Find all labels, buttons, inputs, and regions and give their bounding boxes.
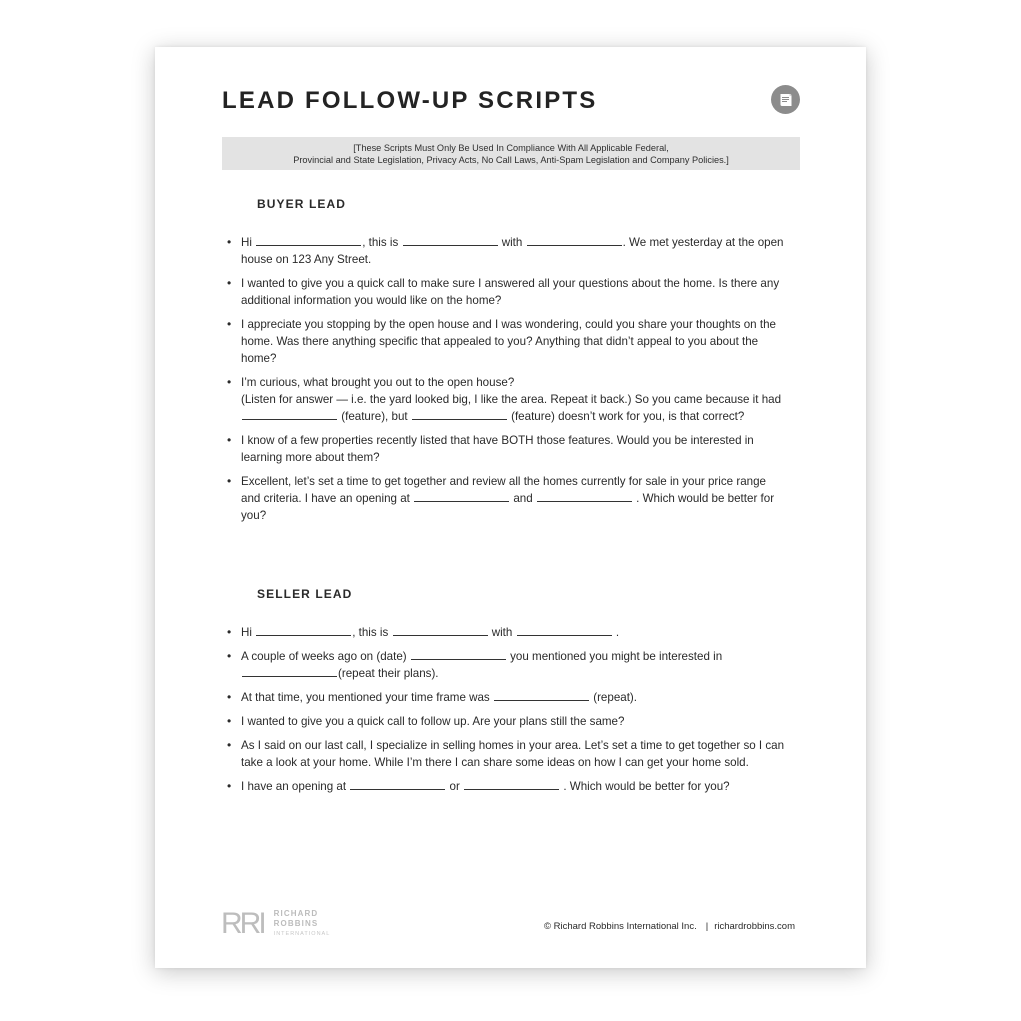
list-item: • I’m curious, what brought you out to the open house? (Listen for answer — i.e. the yard looked big, I like the area. Repeat it back.) So you came because it had (feature), but (feature) doesn’t work for you, is that correct?	[225, 374, 785, 425]
company-blank	[527, 234, 622, 246]
document-page	[155, 47, 866, 968]
name-blank	[256, 624, 351, 636]
time-blank	[350, 778, 445, 790]
name-blank	[256, 234, 361, 246]
list-item: • I have an opening at or . Which would be better for you?	[225, 778, 785, 795]
document-icon	[771, 85, 800, 114]
list-item: • I wanted to give you a quick call to follow up. Are your plans still the same?	[225, 713, 785, 730]
footer-separator: |	[705, 921, 709, 932]
buyer-lead-heading: BUYER LEAD	[257, 197, 347, 211]
date-blank	[411, 648, 506, 660]
list-item: • I know of a few properties recently listed that have BOTH those features. Would you be interested in learning more about them?	[225, 432, 785, 466]
agent-name-blank	[403, 234, 498, 246]
page-title: LEAD FOLLOW-UP SCRIPTS	[222, 87, 598, 114]
seller-lead-heading: SELLER LEAD	[257, 587, 353, 601]
time-frame-blank	[494, 689, 589, 701]
time-blank	[414, 490, 509, 502]
logo-text: RICHARD ROBBINS INTERNATIONAL	[273, 909, 331, 937]
seller-script-list	[225, 624, 785, 802]
time-blank	[464, 778, 559, 790]
feature-blank	[412, 408, 507, 420]
feature-blank	[242, 408, 337, 420]
logo-mark: RRI	[221, 907, 264, 940]
compliance-notice	[222, 137, 800, 170]
company-blank	[517, 624, 612, 636]
footer-credits	[544, 921, 795, 932]
compliance-notice-line1: [These Scripts Must Only Be Used In Compliance With All Applicable Federal,	[353, 142, 669, 153]
list-item: • I wanted to give you a quick call to make sure I answered all your questions about the home. Is there any additional information you would like on the home?	[225, 275, 785, 309]
list-item: • A couple of weeks ago on (date) you mentioned you might be interested in (repeat their plans).	[225, 648, 785, 682]
plans-blank	[242, 665, 337, 677]
website-link[interactable]: richardrobbins.com	[714, 921, 795, 932]
list-item: • At that time, you mentioned your time frame was (repeat).	[225, 689, 785, 706]
buyer-script-list	[225, 234, 785, 531]
compliance-notice-line2: Provincial and State Legislation, Privacy Acts, No Call Laws, Anti-Spam Legislation and Company Policies.]	[293, 154, 729, 165]
list-item: • As I said on our last call, I specialize in selling homes in your area. Let’s set a time to get together so I can take a look at your home. While I’m there I can share some ideas on how I can get your home sold.	[225, 737, 785, 771]
company-logo	[221, 909, 330, 939]
list-item: • I appreciate you stopping by the open house and I was wondering, could you share your thoughts on the home. Was there anything specific that appealed to you? Anything that didn’t appeal to you about the home?	[225, 316, 785, 367]
list-item: • Hi , this is with . We met yesterday at the open house on 123 Any Street.	[225, 234, 785, 268]
agent-name-blank	[393, 624, 488, 636]
time-blank	[537, 490, 632, 502]
list-item: • Excellent, let’s set a time to get together and review all the homes currently for sale in your price range and criteria. I have an opening at and . Which would be better for you?	[225, 473, 785, 524]
list-item: • Hi , this is with .	[225, 624, 785, 641]
copyright-text: © Richard Robbins International Inc.	[543, 921, 697, 932]
